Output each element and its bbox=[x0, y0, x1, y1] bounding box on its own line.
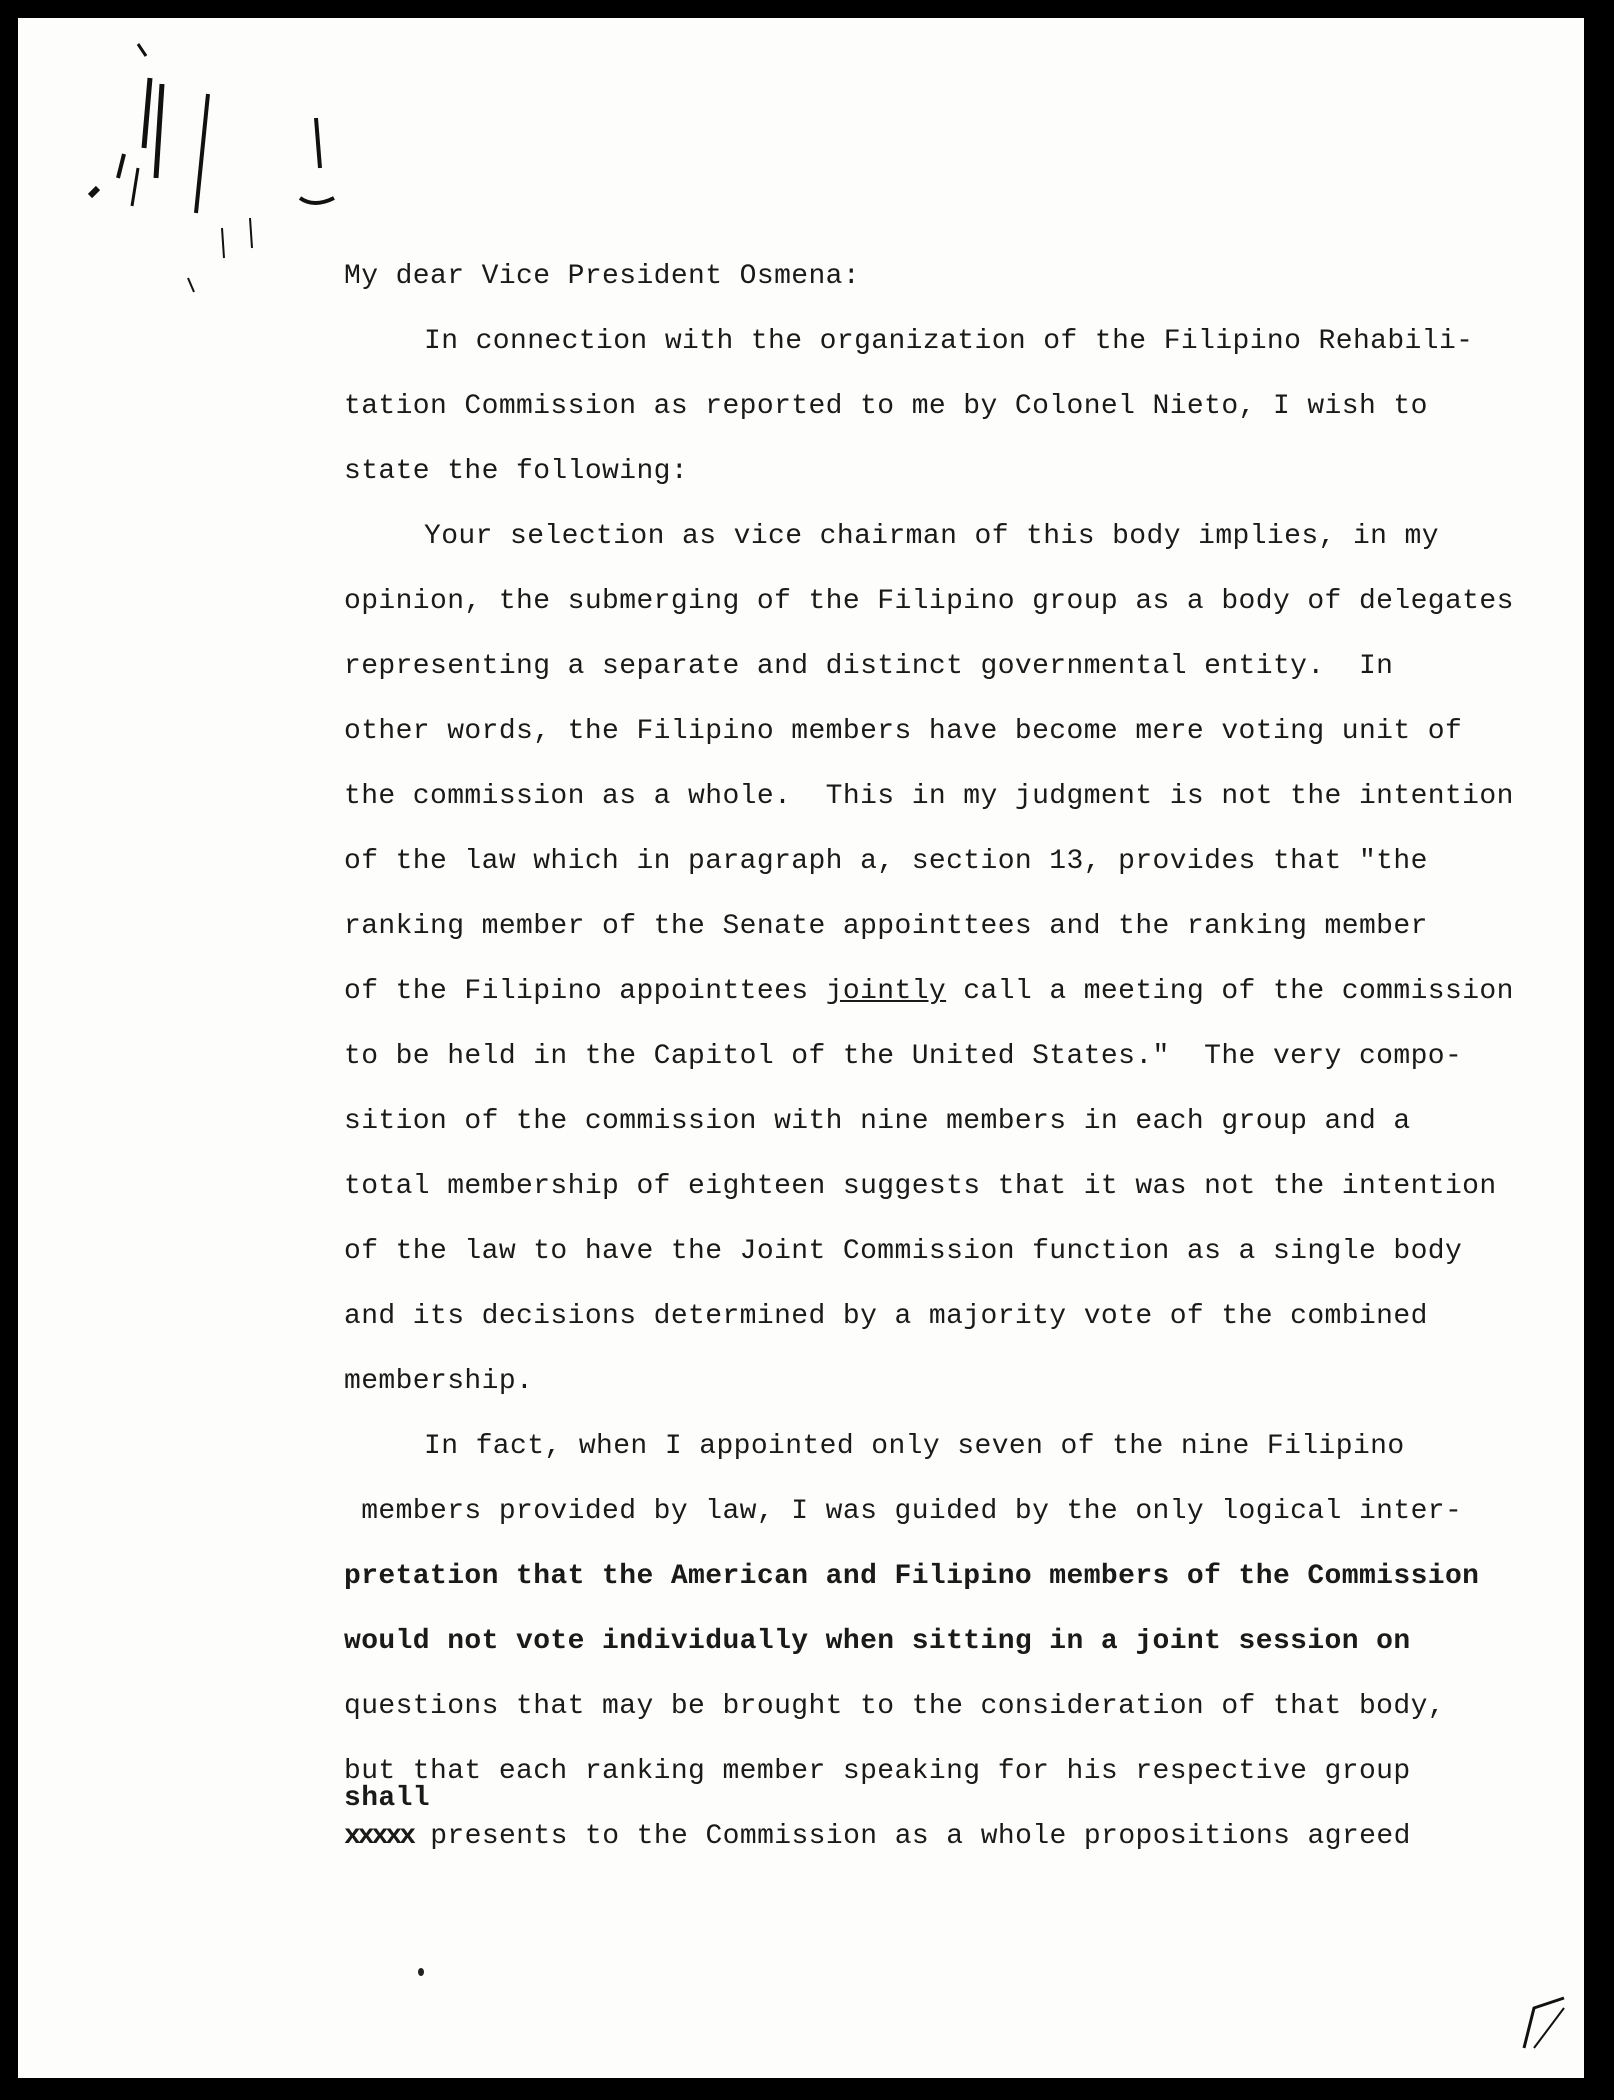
text-line: to be held in the Capitol of the United States." The very compo- bbox=[344, 1041, 1463, 1072]
text-fragment: presents to the Commission as a whole propositions agreed bbox=[413, 1821, 1411, 1852]
ink-speck bbox=[418, 1968, 424, 1976]
letter-body bbox=[344, 254, 1514, 1879]
document-page bbox=[18, 18, 1584, 2078]
text-line: but that each ranking member speaking for his respective group bbox=[344, 1756, 1411, 1787]
text-line: total membership of eighteen suggests that it was not the intention bbox=[344, 1171, 1497, 1202]
text-line: In connection with the organization of the Filipino Rehabili- bbox=[424, 326, 1474, 357]
text-line: sition of the commission with nine members in each group and a bbox=[344, 1106, 1411, 1137]
text-line: Your selection as vice chairman of this body implies, in my bbox=[424, 521, 1439, 552]
text-line: opinion, the submerging of the Filipino group as a body of delegates bbox=[344, 586, 1514, 617]
text-line-last bbox=[344, 1814, 1494, 1879]
text-line: state the following: bbox=[344, 456, 689, 487]
text-fragment: of the Filipino appointtees bbox=[344, 976, 826, 1007]
text-line: membership. bbox=[344, 1366, 534, 1397]
text-line: members provided by law, I was guided by the only logical inter- bbox=[344, 1496, 1463, 1527]
salutation: My dear Vice President Osmena: bbox=[344, 261, 861, 292]
text-line: representing a separate and distinct governmental entity. In bbox=[344, 651, 1394, 682]
text-line: questions that may be brought to the consideration of that body, bbox=[344, 1691, 1445, 1722]
text-line: other words, the Filipino members have become mere voting unit of bbox=[344, 716, 1463, 747]
text-line: would not vote individually when sitting in a joint session on bbox=[344, 1626, 1411, 1657]
text-line: In fact, when I appointed only seven of the nine Filipino bbox=[424, 1431, 1405, 1462]
text-fragment: call a meeting of the commission bbox=[946, 976, 1514, 1007]
text-line: tation Commission as reported to me by Colonel Nieto, I wish to bbox=[344, 391, 1428, 422]
text-line: ranking member of the Senate appointtees and the ranking member bbox=[344, 911, 1428, 942]
text-line: of the law to have the Joint Commission function as a single body bbox=[344, 1236, 1463, 1267]
struck-word: xxxxx bbox=[344, 1821, 414, 1852]
text-line-jointly bbox=[344, 969, 1514, 1034]
text-line: and its decisions determined by a majority vote of the combined bbox=[344, 1301, 1428, 1332]
text-line: the commission as a whole. This in my judgment is not the intention bbox=[344, 781, 1514, 812]
inserted-word: shall bbox=[344, 1783, 431, 1814]
text-line: of the law which in paragraph a, section 13, provides that "the bbox=[344, 846, 1428, 877]
underlined-word: jointly bbox=[825, 976, 947, 1007]
corner-mark bbox=[1494, 1968, 1584, 2058]
text-line: pretation that the American and Filipino members of the Commission bbox=[344, 1561, 1480, 1592]
handwritten-annotation bbox=[38, 38, 358, 298]
